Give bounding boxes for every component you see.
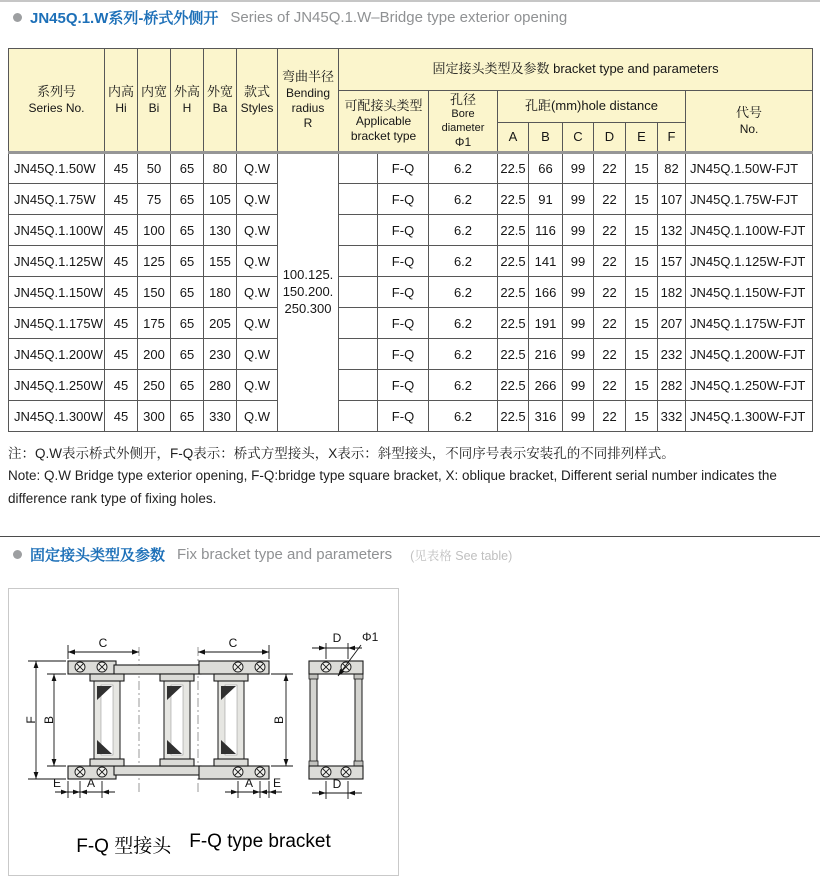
cell-b: 116 (529, 215, 563, 246)
cell-bore: 6.2 (429, 401, 498, 432)
cell-a: 22.5 (498, 246, 529, 277)
bracket-diagram (8, 588, 399, 876)
cell-code: JN45Q.1.300W-FJT (686, 401, 813, 432)
cell-h: 65 (171, 277, 204, 308)
cell-b: 141 (529, 246, 563, 277)
section1-header (13, 7, 567, 28)
cell-bracket-type: F-Q (378, 277, 429, 308)
col-ba-zh: 外宽 (206, 84, 233, 100)
cell-bracket-type: F-Q (378, 370, 429, 401)
cell-c: 99 (563, 339, 594, 370)
cell-bi: 200 (138, 339, 171, 370)
cell-e: 15 (626, 277, 658, 308)
cell-style: Q.W (237, 339, 278, 370)
cell-h: 65 (171, 184, 204, 215)
cell-bi: 300 (138, 401, 171, 432)
cell-style: Q.W (237, 277, 278, 308)
cell-series: JN45Q.1.250W (9, 370, 105, 401)
cell-style: Q.W (237, 184, 278, 215)
cell-code: JN45Q.1.50W-FJT (686, 153, 813, 184)
col-header-bi (138, 49, 171, 153)
cell-ba: 280 (204, 370, 237, 401)
cell-bi: 150 (138, 277, 171, 308)
cell-c: 99 (563, 184, 594, 215)
col-header-ba (204, 49, 237, 153)
cell-f: 282 (658, 370, 686, 401)
cell-f: 132 (658, 215, 686, 246)
cell-code: JN45Q.1.175W-FJT (686, 308, 813, 339)
cell-c: 99 (563, 215, 594, 246)
notes-block (8, 443, 816, 510)
col-header-series (9, 49, 105, 153)
cell-b: 191 (529, 308, 563, 339)
bracket-end-view (309, 661, 363, 779)
col-bore-zh: 孔径 (449, 91, 476, 107)
cell-d: 22 (594, 339, 626, 370)
col-header-h (171, 49, 204, 153)
cell-f: 182 (658, 277, 686, 308)
cell-e: 15 (626, 308, 658, 339)
col-series-zh: 系列号 (36, 84, 76, 100)
cell-f: 82 (658, 153, 686, 184)
cell-blank (339, 308, 378, 339)
table-row (9, 153, 813, 184)
col-h-zh: 外高 (173, 84, 200, 100)
col-header-bracket-type (339, 91, 429, 153)
cell-hi: 45 (105, 339, 138, 370)
cell-f: 107 (658, 184, 686, 215)
cell-d: 22 (594, 370, 626, 401)
dim-label-c: C (228, 636, 238, 650)
table-row (9, 308, 813, 339)
col-code-zh: 代号 (736, 105, 763, 121)
col-styles-en: Styles (240, 100, 274, 115)
col-h-en: H (182, 100, 192, 115)
cell-code: JN45Q.1.75W-FJT (686, 184, 813, 215)
cell-blank (339, 215, 378, 246)
cell-bracket-type: F-Q (378, 153, 429, 184)
cell-blank (339, 339, 378, 370)
col-bending-zh: 弯曲半径 (281, 69, 334, 85)
diagram-caption-en: F-Q type bracket (189, 831, 331, 852)
col-header-hi (105, 49, 138, 153)
cell-f: 157 (658, 246, 686, 277)
dim-label-f: F (24, 716, 38, 724)
cell-hi: 45 (105, 370, 138, 401)
cell-bi: 175 (138, 308, 171, 339)
col-header-b: B (529, 123, 563, 153)
col-bore-en: Bore diameter (441, 107, 485, 134)
cell-bi: 50 (138, 153, 171, 184)
cell-bore: 6.2 (429, 153, 498, 184)
cell-e: 15 (626, 401, 658, 432)
cell-blank (339, 401, 378, 432)
cell-bracket-type: F-Q (378, 401, 429, 432)
bullet-icon (13, 13, 22, 22)
cell-h: 65 (171, 370, 204, 401)
col-hi-en: Hi (115, 100, 127, 115)
dim-label-d: D (332, 777, 342, 791)
col-bracket-en1: Applicable (355, 114, 412, 129)
cell-b: 66 (529, 153, 563, 184)
cell-c: 99 (563, 401, 594, 432)
cell-e: 15 (626, 184, 658, 215)
cell-e: 15 (626, 339, 658, 370)
col-bi-zh: 内宽 (140, 84, 167, 100)
col-bi-en: Bi (148, 100, 160, 115)
cell-ba: 130 (204, 215, 237, 246)
cell-code: JN45Q.1.100W-FJT (686, 215, 813, 246)
cell-h: 65 (171, 308, 204, 339)
table-row (9, 401, 813, 432)
col-header-f: F (658, 123, 686, 153)
cell-bi: 125 (138, 246, 171, 277)
cell-bracket-type: F-Q (378, 246, 429, 277)
col-bending-en1: Bending (285, 85, 331, 100)
cell-bore: 6.2 (429, 339, 498, 370)
cell-a: 22.5 (498, 401, 529, 432)
cell-ba: 180 (204, 277, 237, 308)
dim-label-d: D (332, 631, 342, 645)
cell-a: 22.5 (498, 339, 529, 370)
col-bore-symbol: Φ1 (454, 135, 472, 150)
cell-series: JN45Q.1.125W (9, 246, 105, 277)
cell-c: 99 (563, 277, 594, 308)
cell-h: 65 (171, 339, 204, 370)
table-row (9, 277, 813, 308)
note-zh: 注：Q.W表示桥式外侧开，F-Q表示：桥式方型接头，X表示：斜型接头，不同序号表示安装孔的不同排列样式。 (8, 446, 675, 461)
col-header-d: D (594, 123, 626, 153)
cell-f: 332 (658, 401, 686, 432)
spec-table-body (9, 153, 813, 432)
dim-label-phi1: Φ1 (362, 630, 379, 644)
col-series-en: Series No. (28, 100, 85, 115)
cell-b: 316 (529, 401, 563, 432)
cell-blank (339, 153, 378, 184)
table-row (9, 339, 813, 370)
diagram-caption-zh: F-Q 型接头 (76, 836, 172, 857)
cell-f: 207 (658, 308, 686, 339)
cell-series: JN45Q.1.75W (9, 184, 105, 215)
bracket-side-view (68, 661, 269, 779)
section2-divider (0, 536, 820, 537)
cell-e: 15 (626, 370, 658, 401)
col-hi-zh: 内高 (107, 84, 134, 100)
cell-bore: 6.2 (429, 184, 498, 215)
cell-series: JN45Q.1.100W (9, 215, 105, 246)
cell-ba: 105 (204, 184, 237, 215)
cell-blank (339, 277, 378, 308)
cell-series: JN45Q.1.300W (9, 401, 105, 432)
table-row (9, 246, 813, 277)
cell-series: JN45Q.1.200W (9, 339, 105, 370)
col-header-bending-radius (278, 49, 339, 153)
col-header-e: E (626, 123, 658, 153)
cell-bending-radius: 100.125. 150.200. 250.300 (278, 153, 339, 432)
cell-hi: 45 (105, 401, 138, 432)
cell-bi: 250 (138, 370, 171, 401)
note-en: Note: Q.W Bridge type exterior opening, F-Q:bridge type square bracket, X: oblique bracket, Different serial number indicates the difference rank type of fixing holes. (8, 468, 777, 506)
cell-series: JN45Q.1.50W (9, 153, 105, 184)
cell-a: 22.5 (498, 184, 529, 215)
dim-label-a: A (86, 776, 96, 790)
cell-d: 22 (594, 277, 626, 308)
dim-label-c: C (98, 636, 108, 650)
cell-e: 15 (626, 246, 658, 277)
cell-blank (339, 184, 378, 215)
cell-code: JN45Q.1.125W-FJT (686, 246, 813, 277)
cell-h: 65 (171, 246, 204, 277)
col-bending-en3: R (303, 115, 313, 130)
cell-hi: 45 (105, 277, 138, 308)
cell-bi: 100 (138, 215, 171, 246)
cell-c: 99 (563, 246, 594, 277)
cell-hi: 45 (105, 246, 138, 277)
section2-header (13, 544, 512, 565)
cell-series: JN45Q.1.175W (9, 308, 105, 339)
cell-e: 15 (626, 153, 658, 184)
cell-h: 65 (171, 401, 204, 432)
cell-style: Q.W (237, 401, 278, 432)
top-divider (0, 0, 820, 2)
cell-h: 65 (171, 215, 204, 246)
cell-code: JN45Q.1.150W-FJT (686, 277, 813, 308)
cell-b: 216 (529, 339, 563, 370)
group-header-bracket-params: 固定接头类型及参数 bracket type and parameters (339, 49, 813, 91)
cell-a: 22.5 (498, 215, 529, 246)
col-bending-en2: radius (291, 100, 325, 115)
col-styles-zh: 款式 (243, 84, 270, 100)
cell-style: Q.W (237, 215, 278, 246)
cell-d: 22 (594, 401, 626, 432)
diagram-caption (9, 831, 398, 858)
cell-a: 22.5 (498, 370, 529, 401)
section2-hint: (见表格 See table) (410, 548, 513, 563)
cell-c: 99 (563, 308, 594, 339)
cell-d: 22 (594, 184, 626, 215)
cell-a: 22.5 (498, 277, 529, 308)
bullet-icon (13, 550, 22, 559)
col-header-code (686, 91, 813, 153)
cell-ba: 330 (204, 401, 237, 432)
col-header-hole-distance: 孔距(mm)hole distance (498, 91, 686, 123)
cell-d: 22 (594, 308, 626, 339)
table-row (9, 184, 813, 215)
cell-b: 91 (529, 184, 563, 215)
cell-b: 266 (529, 370, 563, 401)
cell-style: Q.W (237, 153, 278, 184)
dim-label-e: E (52, 776, 62, 790)
col-bracket-zh: 可配接头类型 (344, 97, 423, 113)
cell-bracket-type: F-Q (378, 308, 429, 339)
col-header-c: C (563, 123, 594, 153)
cell-a: 22.5 (498, 308, 529, 339)
cell-bracket-type: F-Q (378, 339, 429, 370)
cell-bore: 6.2 (429, 277, 498, 308)
cell-b: 166 (529, 277, 563, 308)
cell-series: JN45Q.1.150W (9, 277, 105, 308)
col-header-bore-diameter (429, 91, 498, 153)
dim-label-b: B (42, 715, 56, 725)
dim-label-e: E (272, 776, 282, 790)
cell-blank (339, 246, 378, 277)
cell-hi: 45 (105, 308, 138, 339)
cell-bore: 6.2 (429, 246, 498, 277)
spec-table (8, 48, 813, 432)
table-row (9, 370, 813, 401)
cell-bore: 6.2 (429, 308, 498, 339)
cell-d: 22 (594, 246, 626, 277)
col-ba-en: Ba (212, 100, 228, 115)
cell-hi: 45 (105, 153, 138, 184)
col-header-styles (237, 49, 278, 153)
cell-d: 22 (594, 215, 626, 246)
table-row (9, 215, 813, 246)
cell-bracket-type: F-Q (378, 215, 429, 246)
cell-ba: 155 (204, 246, 237, 277)
section2-title-zh: 固定接头类型及参数 (30, 547, 166, 564)
cell-bi: 75 (138, 184, 171, 215)
cell-code: JN45Q.1.250W-FJT (686, 370, 813, 401)
cell-a: 22.5 (498, 153, 529, 184)
cell-hi: 45 (105, 215, 138, 246)
cell-c: 99 (563, 153, 594, 184)
cell-ba: 205 (204, 308, 237, 339)
cell-h: 65 (171, 153, 204, 184)
section2-title-en: Fix bracket type and parameters (177, 546, 393, 563)
cell-d: 22 (594, 153, 626, 184)
cell-ba: 230 (204, 339, 237, 370)
cell-style: Q.W (237, 370, 278, 401)
cell-hi: 45 (105, 184, 138, 215)
cell-code: JN45Q.1.200W-FJT (686, 339, 813, 370)
page-title-en: Series of JN45Q.1.W–Bridge type exterior opening (230, 9, 568, 26)
cell-bore: 6.2 (429, 215, 498, 246)
cell-ba: 80 (204, 153, 237, 184)
cell-f: 232 (658, 339, 686, 370)
bracket-drawing (9, 589, 398, 821)
cell-c: 99 (563, 370, 594, 401)
cell-bore: 6.2 (429, 370, 498, 401)
dim-label-b: B (272, 715, 286, 725)
col-bracket-en2: bracket type (350, 129, 417, 144)
cell-e: 15 (626, 215, 658, 246)
col-code-en: No. (739, 121, 759, 136)
cell-blank (339, 370, 378, 401)
cell-style: Q.W (237, 308, 278, 339)
page-title-zh: JN45Q.1.W系列-桥式外侧开 (30, 10, 219, 27)
cell-style: Q.W (237, 246, 278, 277)
dim-label-a: A (244, 776, 254, 790)
cell-bracket-type: F-Q (378, 184, 429, 215)
col-header-a: A (498, 123, 529, 153)
